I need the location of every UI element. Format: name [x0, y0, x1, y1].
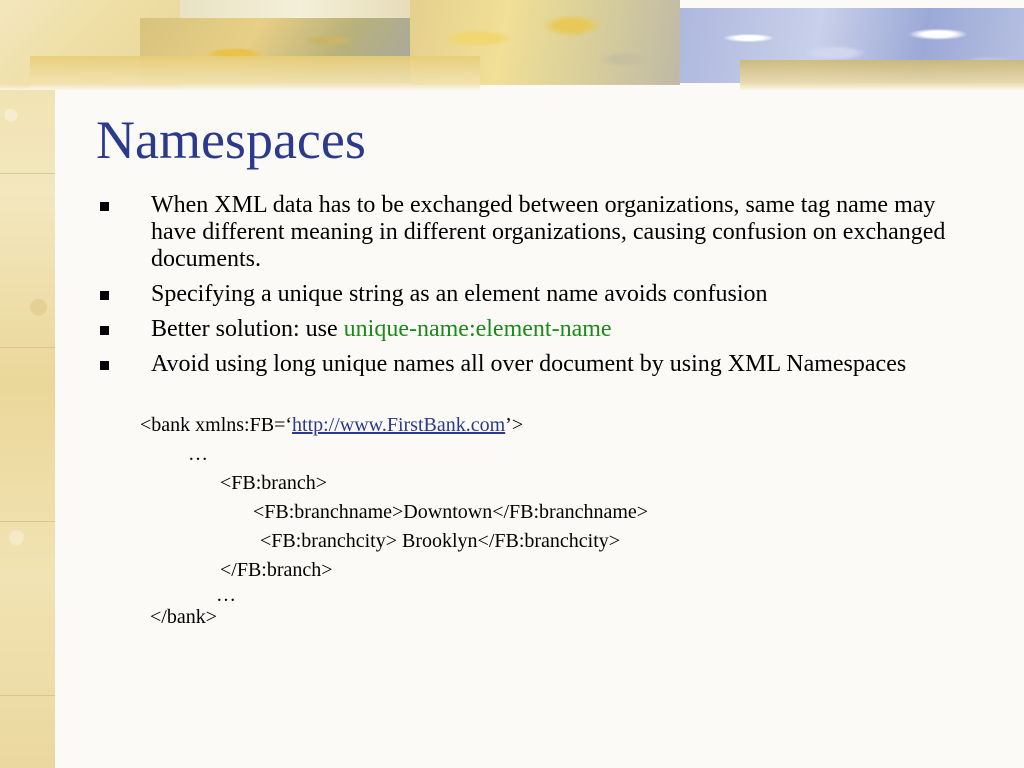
banner-fade — [0, 84, 1024, 90]
code-line: … — [216, 584, 236, 606]
code-line: <FB:branch> — [220, 472, 327, 494]
firstbank-url-link[interactable]: http://www.FirstBank.com — [292, 414, 506, 436]
square-bullet-icon — [100, 326, 109, 335]
square-bullet-icon — [100, 361, 109, 370]
slide-title: Namespaces — [96, 110, 366, 170]
xml-code-example — [140, 411, 840, 629]
bullet-highlight: unique-name:element-name — [343, 316, 612, 342]
bullet-text: Better solution: use — [151, 316, 344, 342]
bullet-item — [100, 192, 970, 273]
code-text: <bank xmlns:FB=‘ — [140, 414, 293, 436]
bullet-item — [100, 351, 970, 378]
code-text: ’> — [505, 414, 524, 436]
strip-seam — [0, 521, 55, 522]
code-line — [140, 411, 840, 440]
code-line: </bank> — [150, 606, 217, 628]
strip-seam — [0, 695, 55, 696]
bullet-text: When XML data has to be exchanged between organizations, same tag name may have different meaning in different organizations, causing confusion on exchanged documents. — [151, 192, 946, 272]
bullet-text: Avoid using long unique names all over document by using XML Namespaces — [151, 351, 907, 377]
code-line: <FB:branchcity> Brooklyn</FB:branchcity> — [260, 530, 621, 552]
square-bullet-icon — [100, 291, 109, 300]
bullet-list — [100, 192, 970, 386]
banner-tile — [180, 0, 420, 20]
decorative-top-banner — [0, 0, 1024, 90]
strip-seam — [0, 173, 55, 174]
code-line: … — [188, 443, 208, 465]
bullet-item — [100, 281, 970, 308]
code-line: <FB:branchname>Downtown</FB:branchname> — [253, 501, 649, 523]
decorative-left-strip — [0, 0, 55, 768]
bullet-item — [100, 316, 970, 343]
strip-seam — [0, 347, 55, 348]
bullet-text: Specifying a unique string as an element name avoids confusion — [151, 281, 768, 307]
square-bullet-icon — [100, 202, 109, 211]
code-line: </FB:branch> — [220, 559, 333, 581]
